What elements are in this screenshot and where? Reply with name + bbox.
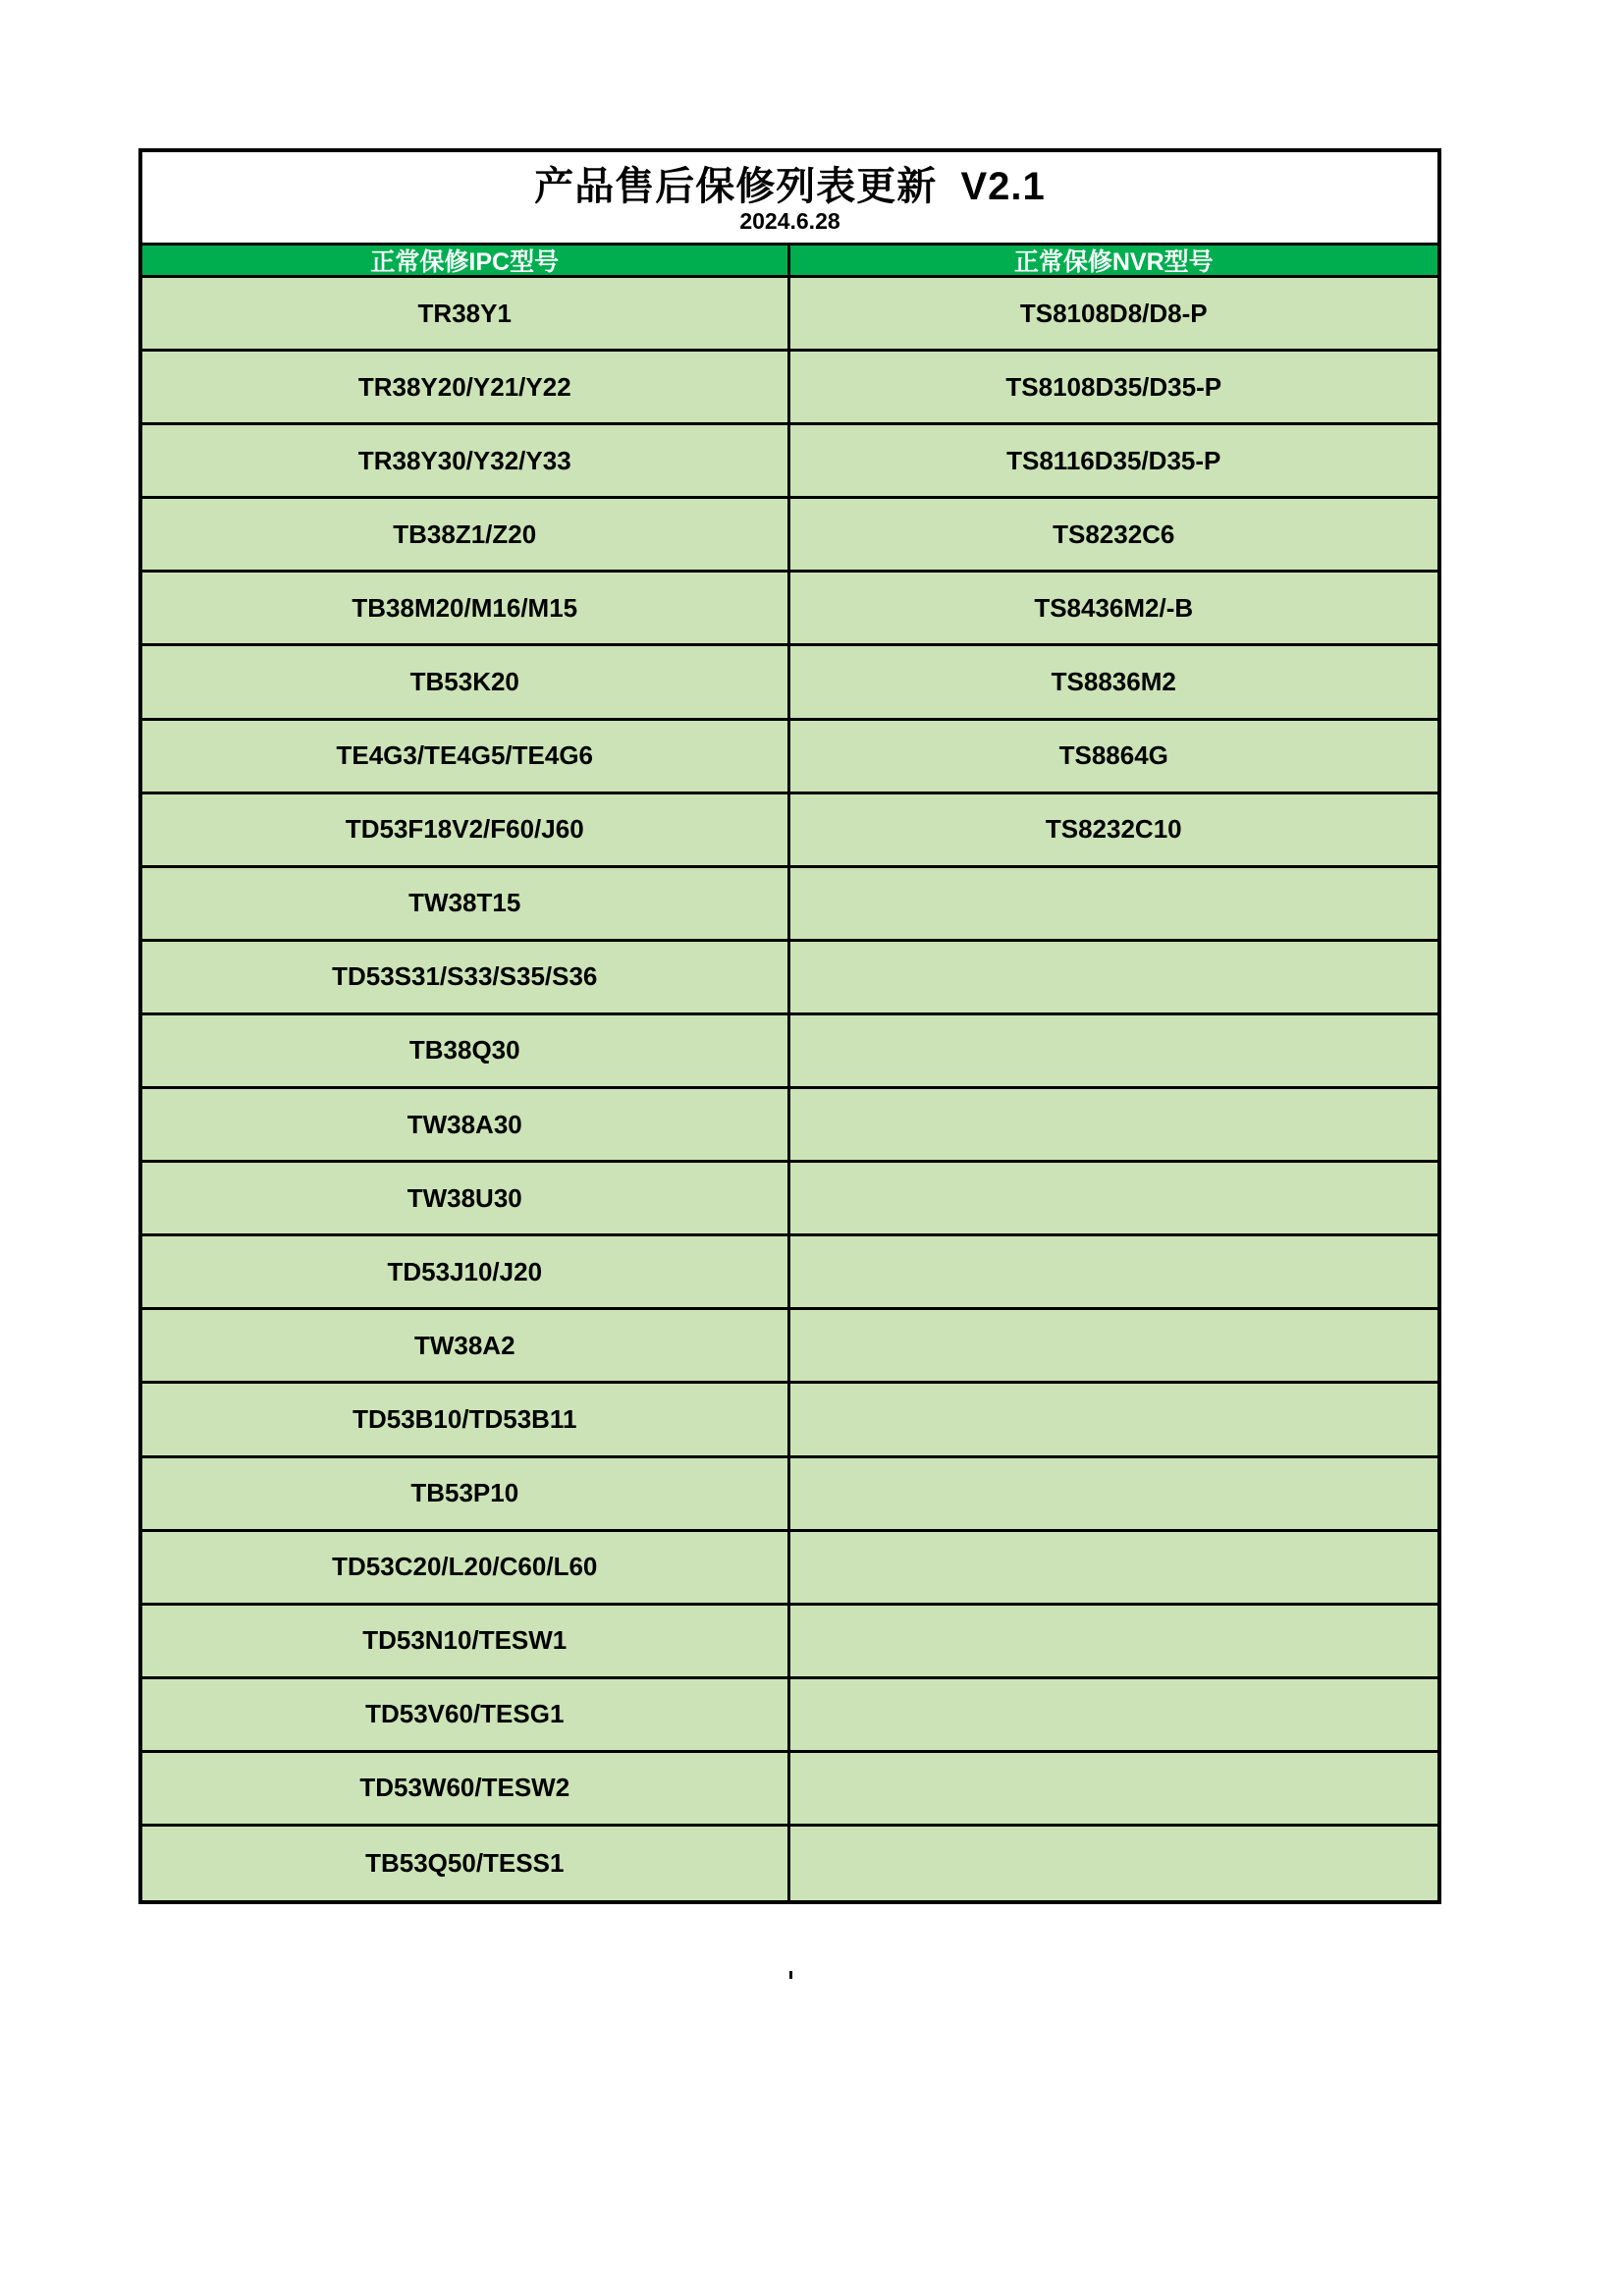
table-row (142, 1310, 1437, 1384)
nvr-model-cell (790, 1827, 1438, 1900)
warranty-table (138, 148, 1441, 1904)
table-row (142, 1753, 1437, 1827)
table-row (142, 1384, 1437, 1457)
nvr-model-cell: TS8116D35/D35-P (1006, 445, 1221, 475)
table-row (142, 1089, 1437, 1163)
column-divider-tail (789, 1971, 792, 1979)
title-date: 2024.6.28 (739, 207, 840, 234)
table-row (142, 868, 1437, 942)
nvr-model-cell (790, 1015, 1438, 1086)
nvr-model-cell (790, 1679, 1438, 1750)
ipc-model-cell: TB53Q50/TESS1 (142, 1827, 790, 1900)
ipc-model-cell: TD53W60/TESW2 (142, 1753, 790, 1824)
table-row (142, 794, 1437, 868)
ipc-model-cell: TD53F18V2/F60/J60 (142, 794, 790, 865)
table-row (142, 352, 1437, 425)
nvr-model-cell (790, 1236, 1438, 1307)
nvr-model-cell: TS8232C6 (1053, 519, 1175, 549)
nvr-model-cell (790, 1458, 1438, 1529)
ipc-model-cell: TW38T15 (142, 868, 790, 939)
ipc-model-cell: TB38Q30 (142, 1015, 790, 1086)
ipc-model-cell: TD53B10/TD53B11 (142, 1384, 790, 1454)
table-row (142, 1827, 1437, 1900)
ipc-model-cell: TW38U30 (142, 1163, 790, 1233)
nvr-model-cell: TS8864G (1058, 740, 1168, 771)
ipc-model-cell: TD53S31/S33/S35/S36 (142, 942, 790, 1012)
nvr-model-cell: TS8232C10 (1045, 814, 1182, 845)
nvr-model-cell (790, 868, 1438, 939)
ipc-model-cell: TE4G3/TE4G5/TE4G6 (142, 721, 790, 792)
nvr-model-cell: TS8108D35/D35-P (1005, 371, 1222, 402)
table-row (142, 573, 1437, 646)
nvr-model-cell: TS8436M2/-B (1034, 592, 1194, 623)
table-row (142, 1236, 1437, 1310)
table-body (142, 278, 1437, 1900)
column-header-ipc: 正常保修IPC型号 (142, 246, 790, 275)
ipc-model-cell: TR38Y30/Y32/Y33 (142, 425, 790, 496)
nvr-model-cell (790, 1753, 1438, 1824)
ipc-model-cell: TD53J10/J20 (142, 1236, 790, 1307)
table-row (142, 646, 1437, 720)
nvr-model-cell (790, 1384, 1438, 1454)
ipc-model-cell: TR38Y20/Y21/Y22 (142, 352, 790, 422)
nvr-model-cell (790, 1310, 1438, 1381)
ipc-model-cell: TB53P10 (142, 1458, 790, 1529)
ipc-model-cell: TB38Z1/Z20 (142, 499, 790, 570)
table-title-box (142, 152, 1437, 246)
nvr-model-cell (790, 942, 1438, 1012)
nvr-model-cell (790, 1532, 1438, 1603)
ipc-model-cell: TD53C20/L20/C60/L60 (142, 1532, 790, 1603)
ipc-model-cell: TB38M20/M16/M15 (142, 573, 790, 643)
ipc-model-cell: TD53N10/TESW1 (142, 1606, 790, 1676)
table-row (142, 425, 1437, 499)
table-row (142, 721, 1437, 794)
ipc-model-cell: TB53K20 (142, 646, 790, 717)
table-row (142, 1163, 1437, 1236)
table-row (142, 1015, 1437, 1089)
page-title: 产品售后保修列表更新 V2.1 (534, 164, 1046, 208)
ipc-model-cell: TR38Y1 (142, 278, 790, 349)
table-row (142, 1606, 1437, 1679)
table-row (142, 942, 1437, 1015)
nvr-model-cell: TS8836M2 (1051, 667, 1176, 697)
nvr-model-cell: TS8108D8/D8-P (1019, 298, 1208, 328)
table-row (142, 499, 1437, 573)
table-row (142, 1532, 1437, 1606)
nvr-model-cell (790, 1163, 1438, 1233)
nvr-model-cell (790, 1089, 1438, 1160)
nvr-model-cell (790, 1606, 1438, 1676)
table-row (142, 1458, 1437, 1532)
ipc-model-cell: TW38A2 (142, 1310, 790, 1381)
ipc-model-cell: TD53V60/TESG1 (142, 1679, 790, 1750)
table-row (142, 278, 1437, 352)
column-header-nvr: 正常保修NVR型号 (1013, 248, 1214, 276)
table-row (142, 1679, 1437, 1753)
table-header-row (142, 246, 1437, 278)
ipc-model-cell: TW38A30 (142, 1089, 790, 1160)
